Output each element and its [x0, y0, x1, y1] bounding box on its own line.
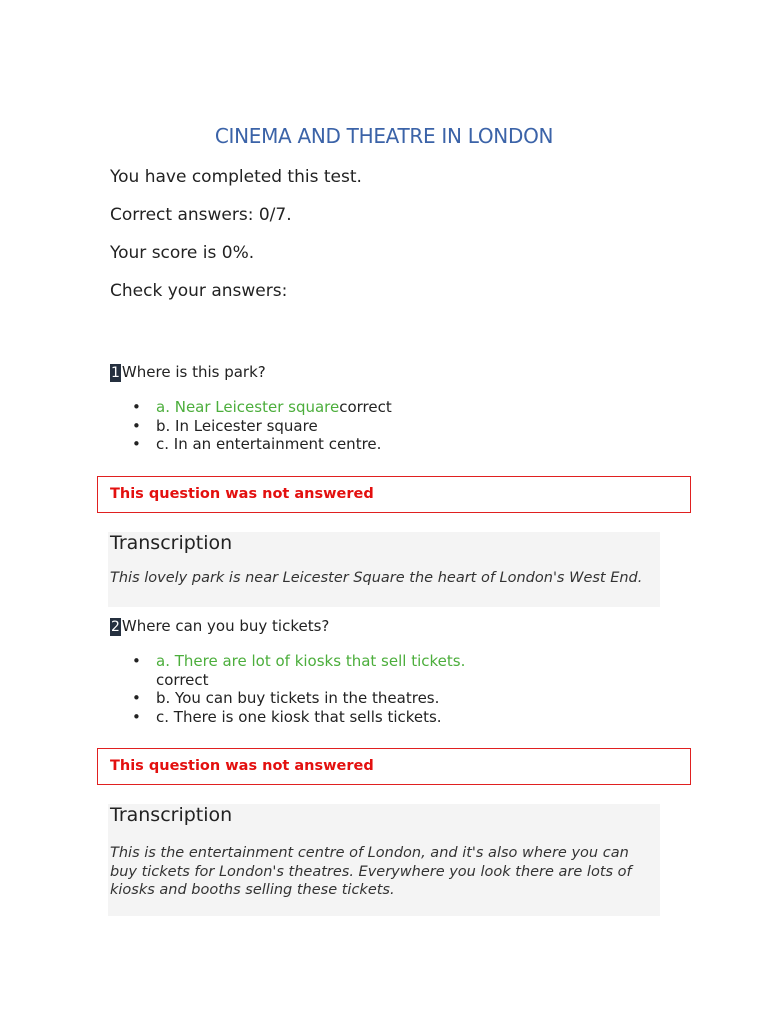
question-prompt: Where can you buy tickets?: [121, 617, 330, 635]
answer-option: [110, 652, 670, 689]
question-2-options: [110, 652, 670, 726]
question-2-header: [110, 616, 329, 636]
question-prompt: Where is this park?: [121, 363, 266, 381]
transcription-panel: [108, 532, 660, 607]
transcription-heading: Transcription: [110, 804, 233, 826]
transcription-heading: Transcription: [110, 532, 233, 554]
correct-mark: correct: [339, 398, 392, 416]
check-answers-label: Check your answers:: [110, 281, 288, 301]
transcription-text: This lovely park is near Leicester Square the heart of London's West End.: [110, 570, 643, 586]
option-text: c. In an entertainment centre.: [156, 435, 382, 453]
answer-option: [110, 417, 670, 436]
correct-option-text: a. There are lot of kiosks that sell tickets.: [156, 652, 466, 670]
correct-answers-count: Correct answers: 0/7.: [110, 205, 292, 225]
correct-mark: correct: [156, 670, 209, 689]
score-text: Your score is 0%.: [110, 243, 255, 263]
question-1-options: [110, 398, 670, 454]
answer-option: [110, 708, 670, 727]
question-number-badge: 2: [111, 619, 120, 635]
option-text: b. In Leicester square: [156, 416, 318, 435]
question-number-badge: 1: [111, 365, 120, 381]
option-text: c. There is one kiosk that sells tickets.: [156, 707, 442, 726]
not-answered-notice: This question was not answered: [97, 748, 691, 785]
completed-message: You have completed this test.: [110, 167, 362, 187]
transcription-panel: [108, 804, 660, 916]
transcription-text: This is the entertainment centre of London, and it's also where you can buy tickets for London's theatres. Everywhere you look there are lots of kiosks and booths selling these tickets.: [110, 845, 632, 898]
correct-option-text: a. Near Leicester square: [156, 398, 340, 416]
option-text: b. You can buy tickets in the theatres.: [156, 689, 440, 707]
page-title: CINEMA AND THEATRE IN LONDON: [214, 124, 554, 148]
answer-option: [110, 398, 670, 417]
not-answered-notice: This question was not answered: [97, 476, 691, 513]
question-1-header: [110, 362, 266, 382]
answer-option: [110, 435, 670, 454]
answer-option: [110, 689, 670, 708]
